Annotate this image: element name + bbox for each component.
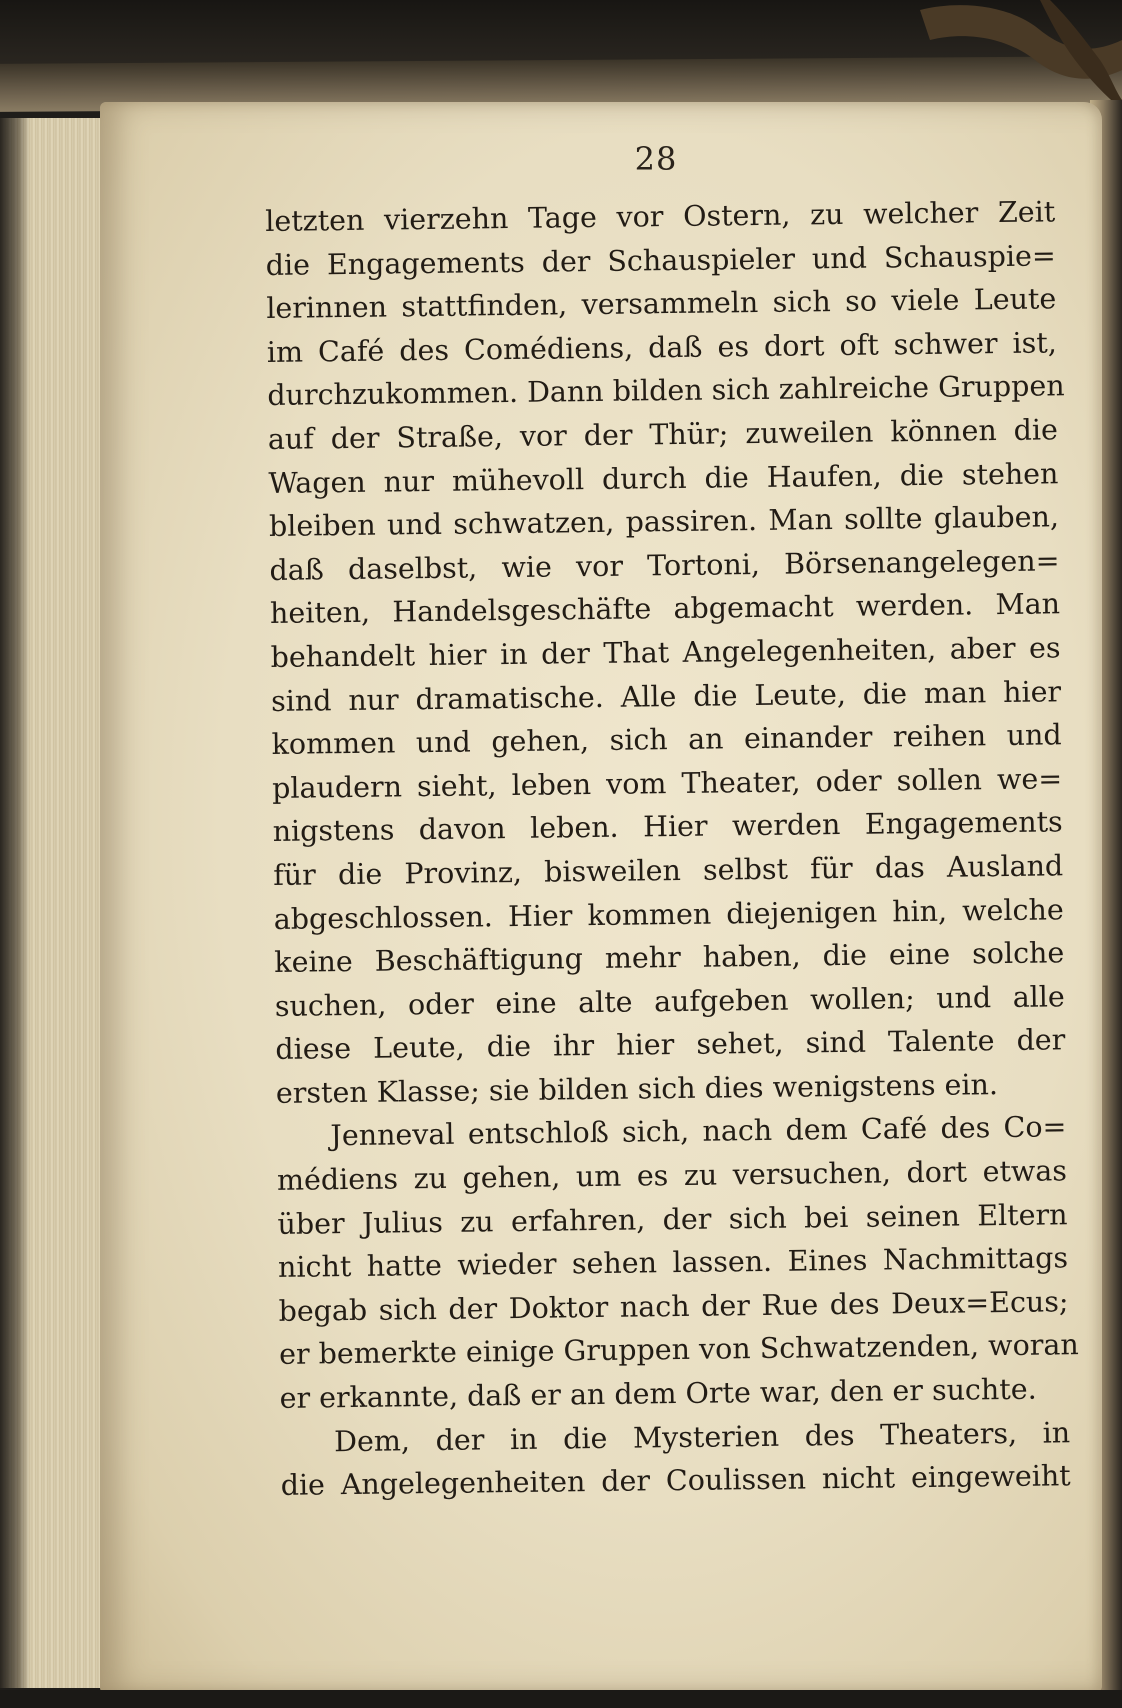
text-line: daß daselbst, wie vor Tortoni, Börsenangelegen= [269,544,1060,587]
text-line: lerinnen stattfinden, versammeln sich so viele Leute [266,282,1057,326]
text-line: nigstens davon leben. Hier werden Engagements [272,805,1063,849]
text-line: plaudern sieht, leben vom Theater, oder sollen we= [271,762,1063,805]
page-edges-shadow [0,118,30,1688]
text-line: diese Leute, die ihr hier sehet, sind Talente der [275,1023,1066,1067]
text-line: kommen und gehen, sich an einander reihen und [271,718,1062,762]
text-line: letzten vierzehn Tage vor Ostern, zu welcher Zeit [265,195,1056,238]
text-line: heiten, Handelsgeschäfte abgemacht werden. Man [269,587,1061,631]
text-line: im Café des Comédiens, daß es dort oft schwer ist, [266,326,1058,369]
text-line: Dem, der in die Mysterien des Theaters, in [333,1415,1071,1458]
text-line: keine Beschäftigung mehr haben, die eine solche [274,936,1065,980]
text-line: Wagen nur mühevoll durch die Haufen, die stehen [268,456,1059,500]
text-line: behandelt hier in der That Angelegenheiten, aber es [270,631,1061,674]
text-line: durchzukommen. Dann bilden sich zahlreiche Gruppen [267,369,1065,413]
text-line: ersten Klasse; sie bilden sich dies wenigstens ein. [275,1067,999,1110]
text-line: abgeschlossen. Hier kommen diejenigen hin, welche [273,892,1064,936]
text-line: die Engagements der Schauspieler und Schauspie= [265,238,1056,282]
text-line: suchen, oder eine alte aufgeben wollen; und alle [274,979,1065,1023]
text-line: über Julius zu erfahren, der sich bei seinen Eltern [277,1197,1068,1241]
text-line: auf der Straße, vor der Thür; zuweilen können die [267,413,1059,456]
text-line: die Angelegenheiten der Coulissen nicht eingeweiht [280,1459,1071,1503]
text-line: begab sich der Doktor nach der Rue des Deux=Ecus; [278,1285,1069,1328]
bookmark-ribbon [900,0,1122,110]
text-line: Jenneval entschloß sich, nach dem Café des Co= [330,1110,1067,1153]
text-line: sind nur dramatische. Alle die Leute, die man hier [270,674,1062,718]
text-line: er erkannte, daß er an dem Orte war, den er suchte. [279,1372,1037,1415]
page-number: 28 [634,140,678,178]
text-line: nicht hatte wieder sehen lassen. Eines Nachmittags [277,1241,1069,1285]
text-line: für die Provinz, bisweilen selbst für das Ausland [273,849,1064,892]
page-text [265,190,1079,1507]
background-bottom [0,1690,1122,1708]
text-line: er bemerkte einige Gruppen von Schwatzenden, woran [278,1328,1079,1372]
text-line: médiens zu gehen, um es zu versuchen, dort etwas [276,1154,1068,1197]
text-line: bleiben und schwatzen, passiren. Man sollte glauben, [268,500,1060,544]
